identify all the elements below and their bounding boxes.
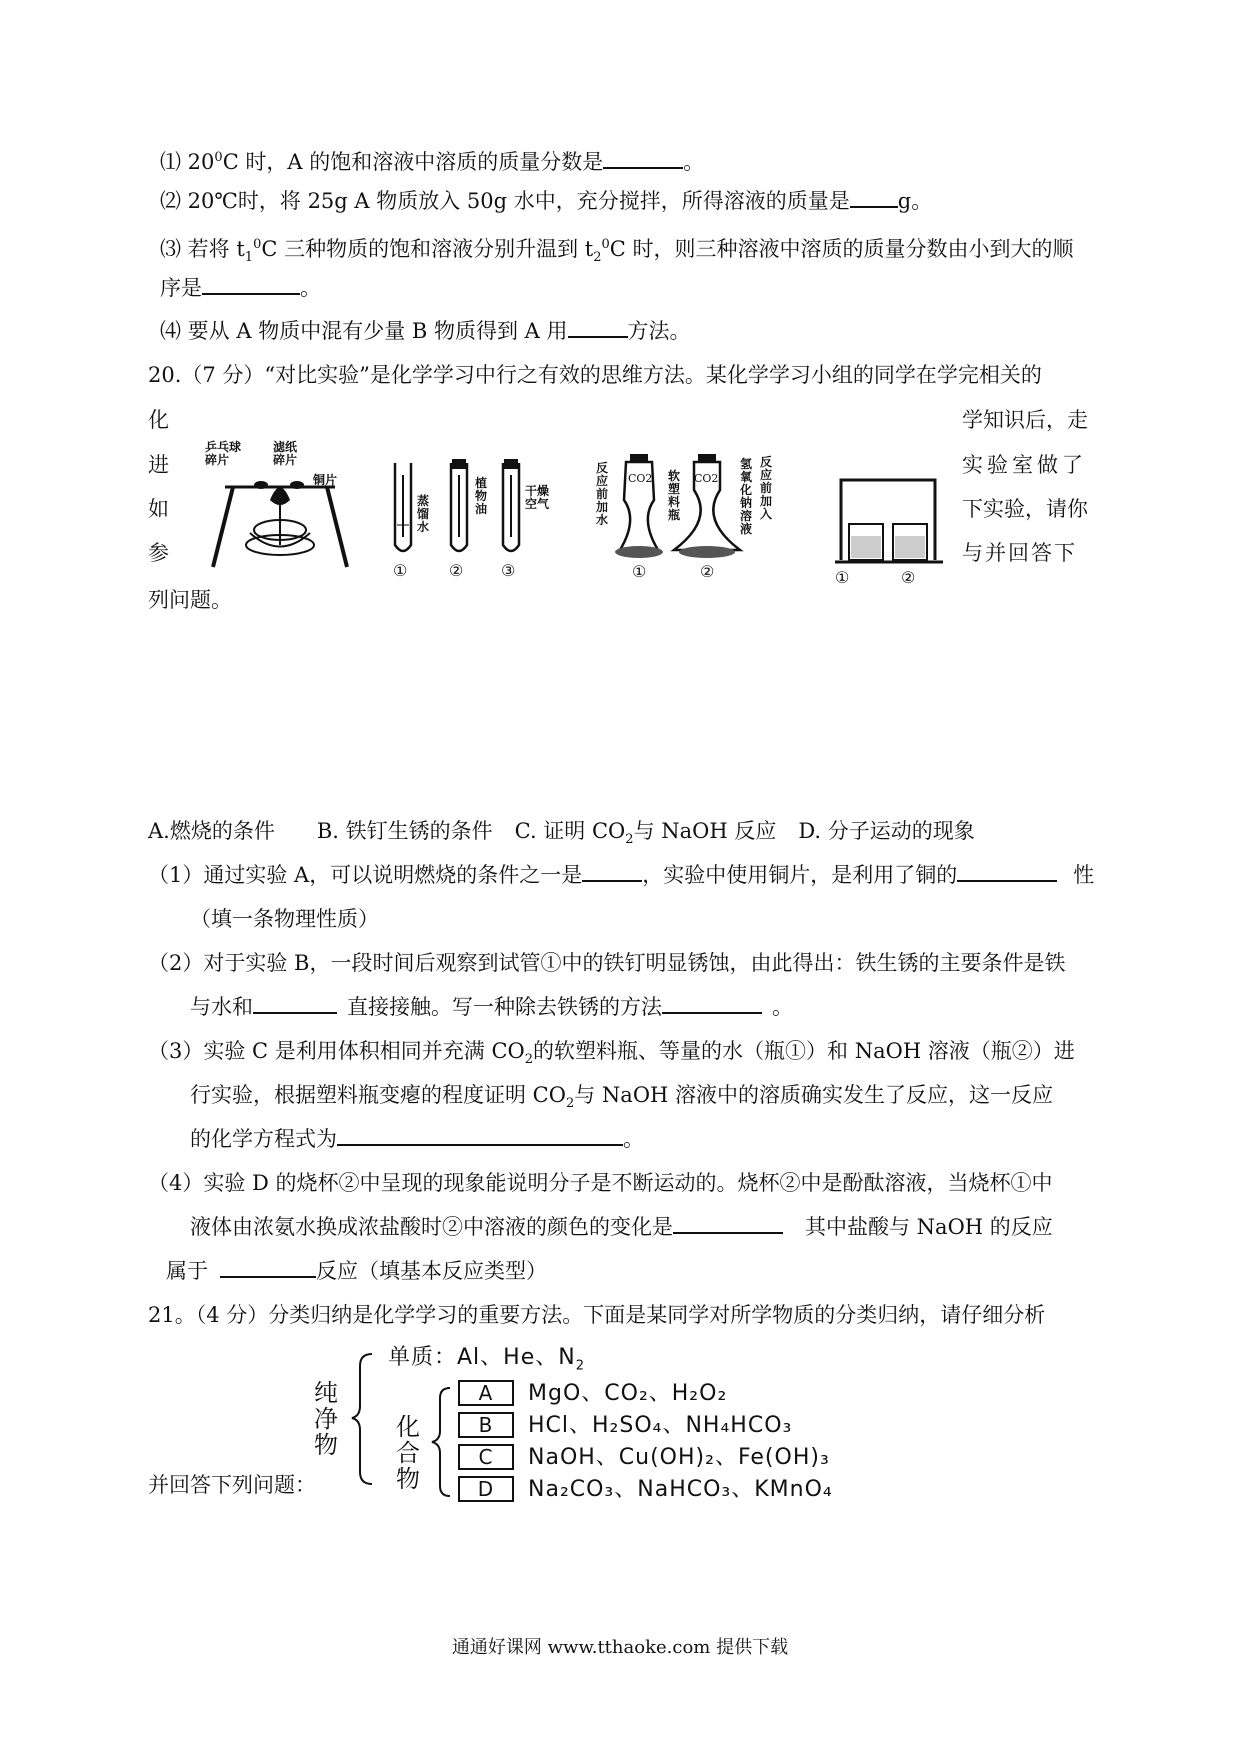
answer-blank[interactable] [673,1212,783,1234]
q19-part3-line2: 序是 。 [160,273,321,303]
answer-blank[interactable] [603,147,683,169]
q20-sub2-line2: 与水和 直接接触。写一种除去铁锈的方法 。 [190,992,793,1022]
figure-b-drawing [385,455,550,585]
pure-substance-char: 净 [314,1405,338,1433]
answer-blank[interactable] [662,992,762,1014]
elements-row: 单质：Al、He、$N_2$ [388,1345,585,1374]
figure-a-label: 乒乓球 碎片 [205,440,242,467]
figure-d-number: ② [901,568,916,587]
answer-blank[interactable] [202,273,300,295]
figure-a-label: 铜片 [313,473,338,487]
figure-b-label: 蒸馏水 [417,494,430,534]
figure-c-label: 软塑料瓶 [668,469,681,522]
q20-left-char: 如 [148,497,169,521]
class-box: D [458,1476,514,1502]
figure-b-test-tubes [385,455,550,585]
q21-intro: 21。（4 分）分类归纳是化学学习的重要方法。下面是某同学对所学物质的分类归纳，请仔细分析 [148,1303,1046,1327]
answer-blank[interactable] [253,992,337,1014]
pure-substance-char: 纯 [314,1379,338,1407]
figure-c-label: 反应前加入 [760,455,773,521]
q19-part2: ⑵ 20℃时，将 25g A 物质放入 50g 水中，充分搅拌，所得溶液的质量是 g。 [160,186,932,216]
q20-sub3-line2: 行实验，根据塑料瓶变瘪的程度证明 $CO_2$与 NaOH 溶液中的溶质确实发生了反应，这一反应 [190,1083,1054,1112]
class-row-d: D Na₂CO₃、NaHCO₃、KMnO₄ [458,1472,833,1503]
class-box: C [458,1444,514,1470]
q20-left-char: 化 [148,408,169,432]
compound-char: 物 [396,1465,420,1493]
answer-blank[interactable] [582,860,642,882]
figure-d-drawing [835,470,945,590]
figure-c-number: ① [632,562,647,581]
q20-left-char: 参 [148,541,169,565]
q20-sub4-line3: 属于 反应（填基本反应类型） [166,1256,547,1286]
class-row-b: B HCl、H₂SO₄、NH₄HCO₃ [458,1408,792,1439]
q19-part3-line1: ⑶ 若将 $t_1^0C$ 三种物质的饱和溶液分别升温到 $t_2^0C$ 时，则三种溶液中溶质的质量分数由小到大的顺 [160,237,1074,266]
answer-blank[interactable] [850,186,898,208]
figure-d-beakers [835,470,945,590]
classification-tree [300,1336,960,1586]
figure-b-number: ② [449,561,464,580]
figure-d-number: ① [835,568,850,587]
compound-char: 化 [396,1413,420,1441]
q20-sub1: （1）通过实验 A，可以说明燃烧的条件之一是 ，实验中使用铜片，是利用了铜的 性 [148,860,1094,890]
figure-a-label: 滤纸 碎片 [273,440,298,467]
q20-intro-end: 列问题。 [148,588,232,612]
q20-sub3-line1: （3）实验 C 是利用体积相同并充满 $CO_2$的软塑料瓶、等量的水（瓶①）和 NaOH 溶液（瓶②）进 [148,1039,1075,1068]
answer-blank[interactable] [957,860,1057,882]
q20-right-text: 与并回答下 [962,541,1077,565]
figure-c-label: CO2 [628,472,653,485]
figure-b-number: ③ [501,561,516,580]
figure-c-label: 反应前加水 [596,461,609,527]
class-row-c: C NaOH、Cu(OH)₂、Fe(OH)₃ [458,1440,830,1471]
q20-sub4-line2: 液体由浓氨水换成浓盐酸时②中溶液的颜色的变化是 其中盐酸与 NaOH 的反应 [190,1212,1053,1242]
class-box: A [458,1380,514,1406]
pure-substance-char: 物 [314,1431,338,1459]
q20-right-text: 下实验，请你 [962,497,1088,521]
figure-c-label: 氢氧化钠溶液 [740,457,753,536]
answer-blank[interactable] [220,1256,316,1278]
q20-sub3-line3: 的化学方程式为 。 [190,1124,644,1154]
q20-intro: 20.（7 分）“对比实验”是化学学习中行之有效的思维方法。某化学学习小组的同学在学完相关的 [148,363,1042,387]
figure-b-number: ① [393,561,408,580]
figure-c-label: CO2 [694,472,719,485]
q20-experiment-labels: A.燃烧的条件 B. 铁钉生锈的条件 C. 证明 $CO_2$与 NaOH 反应 D. 分子运动的现象 [148,819,975,848]
q20-right-text: 学知识后，走 [962,408,1088,432]
q20-left-char: 进 [148,453,169,477]
compound-char: 合 [396,1439,420,1467]
q20-sub1-note: （填一条物理性质） [190,907,379,931]
figure-c-number: ② [700,562,715,581]
q21-end: 并回答下列问题： [148,1473,316,1497]
figure-a-combustion [205,440,355,575]
q20-sub4-line1: （4）实验 D 的烧杯②中呈现的现象能说明分子是不断运动的。烧杯②中是酚酞溶液，当烧杯①中 [148,1171,1053,1195]
figure-b-label: 干燥空气 [525,484,550,511]
class-box: B [458,1412,514,1438]
q20-sub2-line1: （2）对于实验 B，一段时间后观察到试管①中的铁钉明显锈蚀，由此得出：铁生锈的主要条件是铁 [148,951,1066,975]
q19-part4: ⑷ 要从 A 物质中混有少量 B 物质得到 A 用 方法。 [160,316,691,346]
class-row-a: A MgO、CO₂、H₂O₂ [458,1376,727,1407]
answer-blank[interactable] [337,1124,623,1146]
figure-c-bottles [590,450,790,590]
q19-part1: ⑴ $20^0C$ 时，A 的饱和溶液中溶质的质量分数是 。 [160,143,704,177]
figure-b-label: 植物油 [475,476,488,516]
q20-right-text: 实验室做了 [962,453,1087,477]
footer-text: 通通好课网 www.tthaoke.com 提供下载 [451,1637,789,1658]
answer-blank[interactable] [568,316,628,338]
